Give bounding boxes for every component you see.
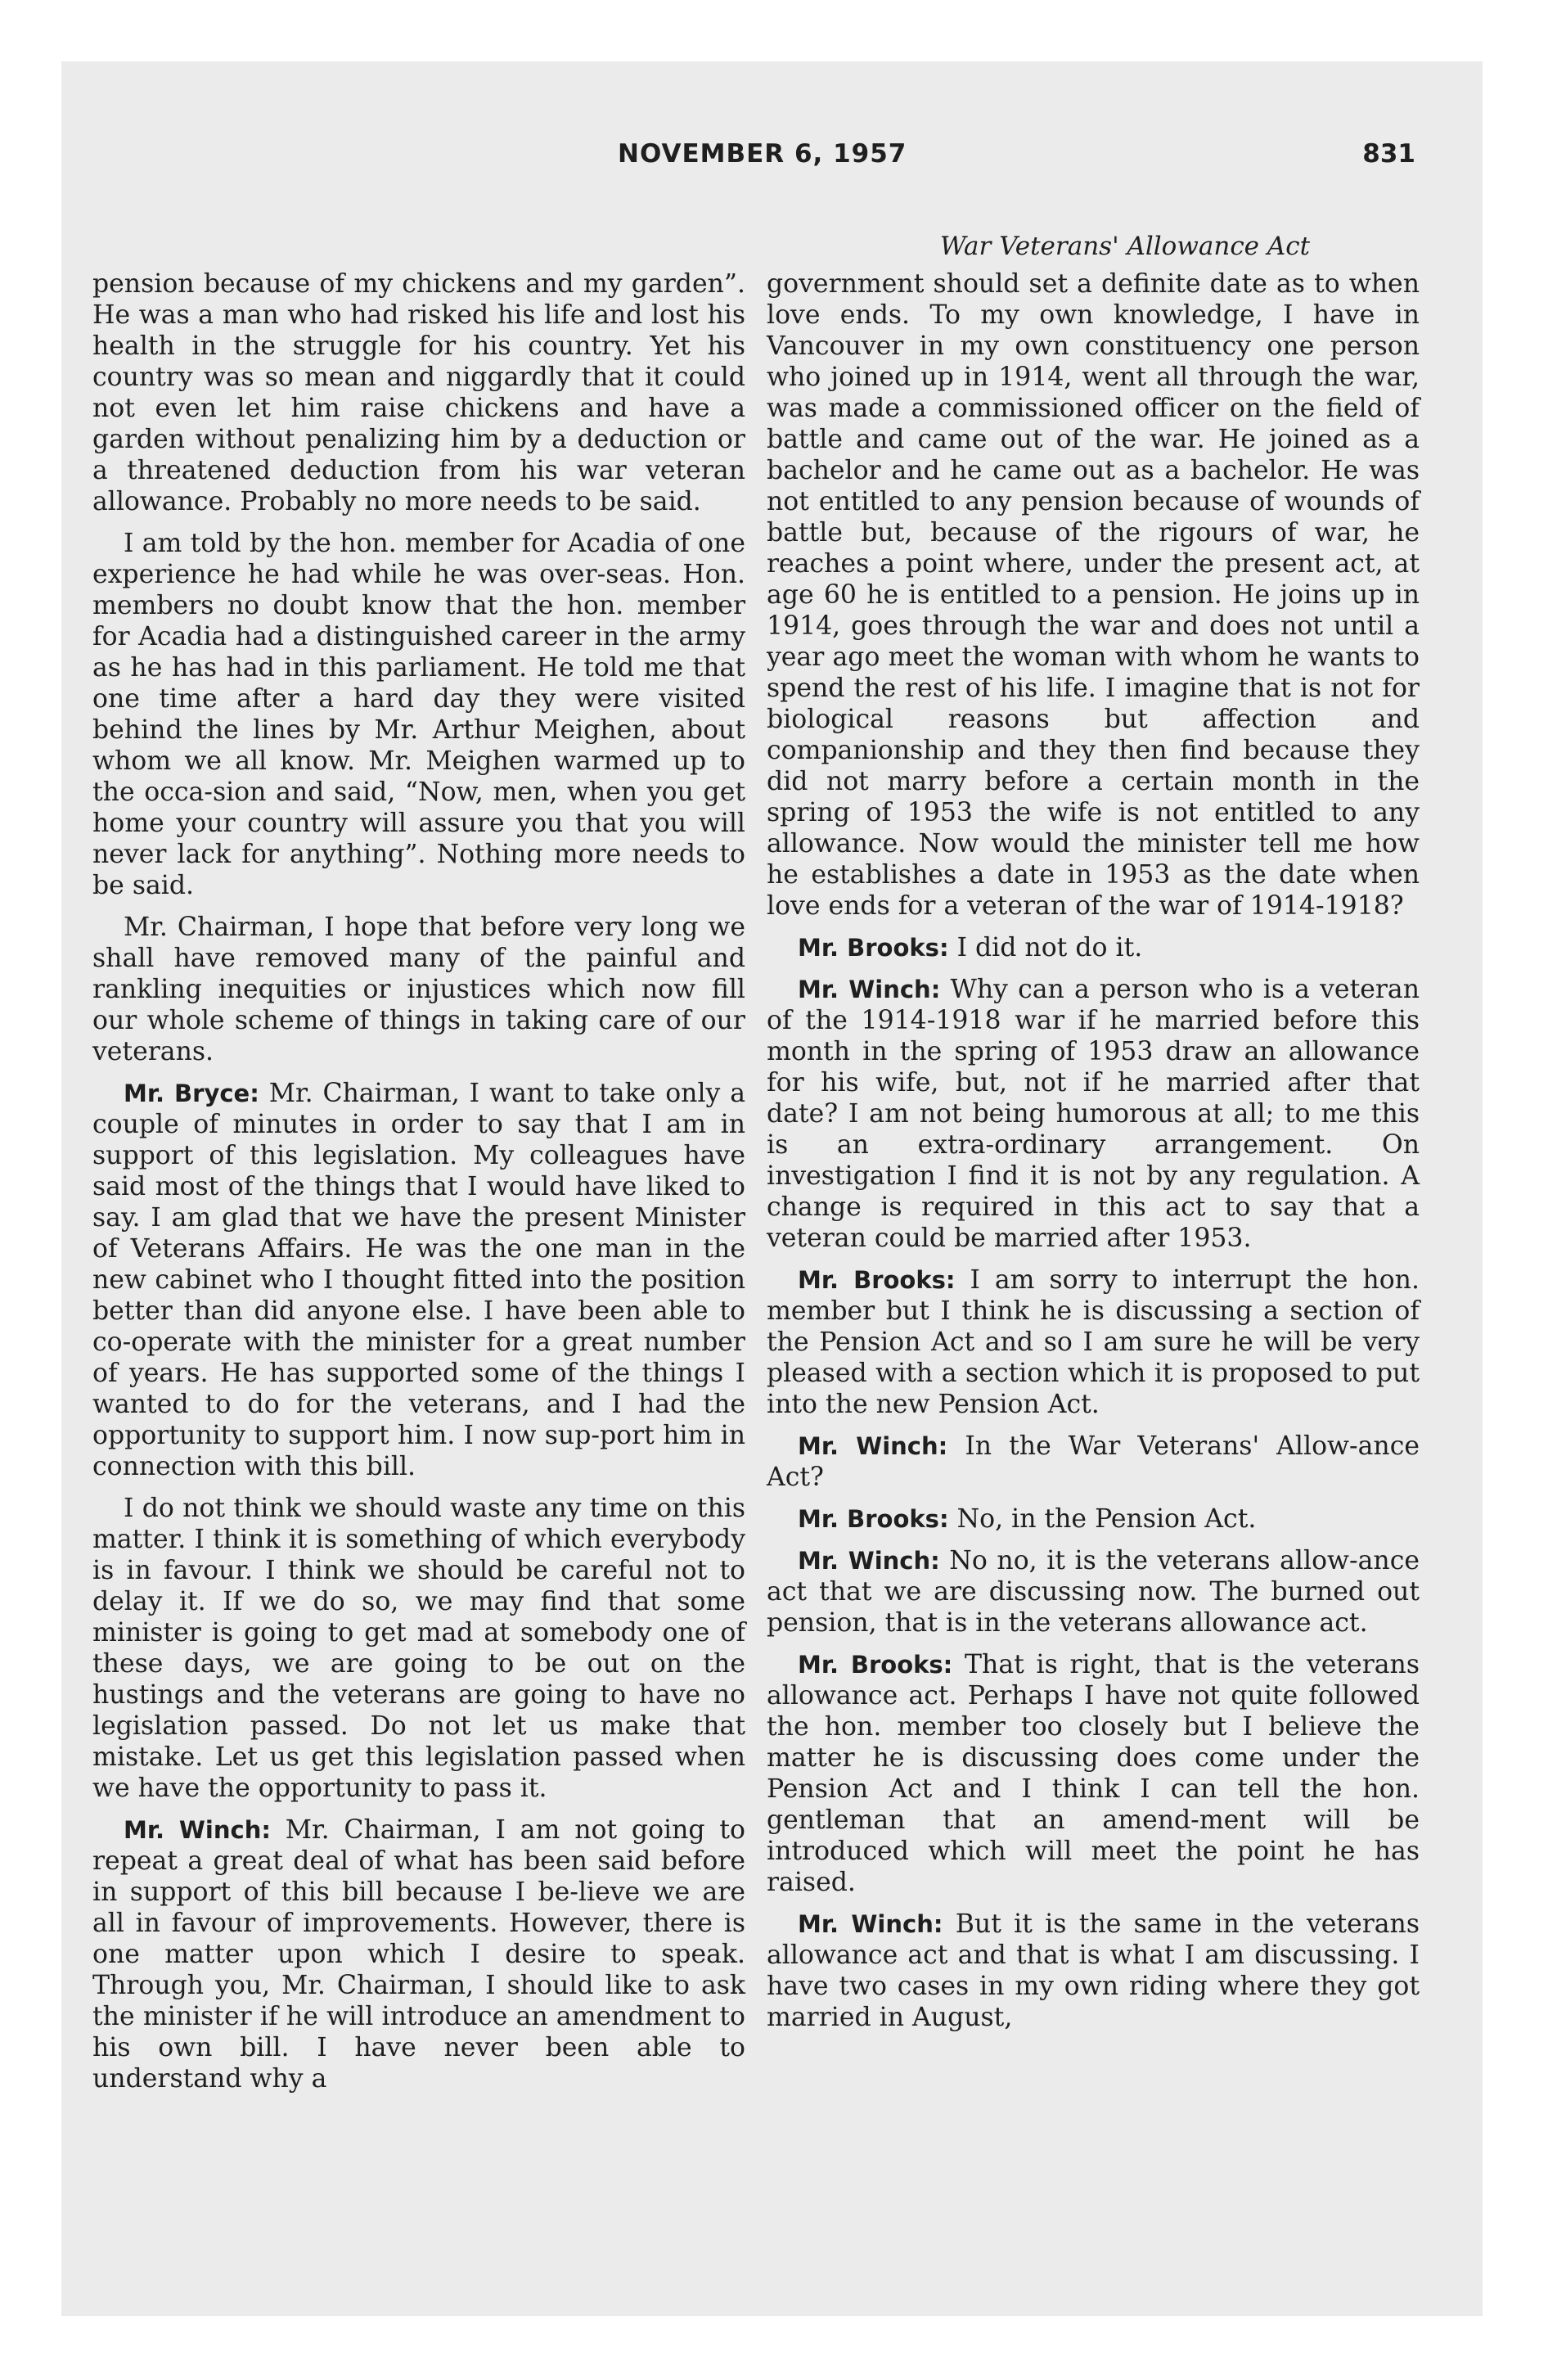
header-date: NOVEMBER 6, 1957 (618, 139, 907, 169)
speech-paragraph: Mr. Winch: Mr. Chairman, I am not going to repeat a great deal of what has been said before in support of this bill because I be-lieve we are all in favour of improvements. However, there is one matter upon which I desire to speak. Through you, Mr. Chairman, I should like to ask the minister if he will introduce an amendment to his own bill. I have never been able to understand why a (92, 1815, 745, 2094)
speaker-name: Mr. Winch: (124, 1816, 271, 1844)
speaker-name: Mr. Brooks: (798, 934, 949, 962)
speaker-name: Mr. Winch: (798, 976, 941, 1003)
speech-paragraph: Mr. Brooks: That is right, that is the veterans allowance act. Perhaps I have not quite followed the hon. member too closely but I believe the matter he is discussing does come under the Pension Act and I think I can tell the hon. gentleman that an amend-ment will be introduced which will meet the point he has raised. (767, 1650, 1420, 1897)
speaker-name: Mr. Brooks: (798, 1505, 949, 1533)
speaker-name: Mr. Brooks: (798, 1651, 953, 1679)
speaker-name: Mr. Brooks: (798, 1266, 956, 1294)
paragraph: I do not think we should waste any time on this matter. I think it is something of which everybody is in favour. I think we should be careful not to delay it. If we do so, we may find that some minister is going to get mad at somebody one of these days, we are going to be out on the hustings and the veterans are going to have no legislation passed. Do not let us make that mistake. Let us get this legislation passed when we have the opportunity to pass it. (92, 1494, 745, 1803)
speaker-name: Mr. Winch: (798, 1547, 940, 1575)
paragraph: government should set a definite date as to when love ends. To my own knowledge, I have in Vancouver in my own constituency one person who joined up in 1914, went all through the war, was made a commissioned officer on the field of battle and came out of the war. He joined as a bachelor and he came out as a bachelor. He was not entitled to any pension because of wounds of battle but, because of the rigours of war, he reaches a point where, under the present act, at age 60 he is entitled to a pension. He joins up in 1914, goes through the war and does not until a year ago meet the woman with whom he wants to spend the rest of his life. I imagine that is not for biological reasons but affection and companionship and they then find because they did not marry before a certain month in the spring of 1953 the wife is not entitled to any allowance. Now would the minister tell me how he establishes a date in 1953 as the date when love ends for a veteran of the war of 1914-1918? (767, 269, 1420, 921)
speech-paragraph: Mr. Winch: No no, it is the veterans allow-ance act that we are discussing now. The burned out pension, that is in the veterans allowance act. (767, 1546, 1420, 1638)
left-column (92, 268, 745, 2105)
page-header (61, 139, 1483, 180)
speaker-name: Mr. Bryce: (124, 1080, 259, 1107)
paragraph: pension because of my chickens and my garden”. He was a man who had risked his life and lost his health in the struggle for his country. Yet his country was so mean and niggardly that it could not even let him raise chickens and have a garden without penalizing him by a deduction or a threatened deduction from his war veteran allowance. Probably no more needs to be said. (92, 269, 745, 516)
speech-paragraph: Mr. Brooks: No, in the Pension Act. (798, 1504, 1257, 1534)
speech-paragraph: Mr. Winch: But it is the same in the veterans allowance act and that is what I am discussing. I have two cases in my own riding where they got married in August, (767, 1909, 1420, 2032)
page-sheet (61, 61, 1483, 2316)
page-number: 831 (1362, 139, 1415, 169)
paragraph: I am told by the hon. member for Acadia of one experience he had while he was over-seas. Hon. members no doubt know that the hon. member for Acadia had a distinguished career in the army as he has had in this parliament. He told me that one time after a hard day they were visited behind the lines by Mr. Arthur Meighen, about whom we all know. Mr. Meighen warmed up to the occa-sion and said, “Now, men, when you get home your country will assure you that you will never lack for anything”. Nothing more needs to be said. (92, 529, 745, 900)
right-column (767, 268, 1420, 2044)
speech-paragraph: Mr. Brooks: I am sorry to interrupt the hon. member but I think he is discussing a section of the Pension Act and so I am sure he will be very pleased with a section which it is proposed to put into the new Pension Act. (767, 1265, 1420, 1419)
running-title: War Veterans' Allowance Act (939, 232, 1311, 261)
paragraph: Mr. Chairman, I hope that before very long we shall have removed many of the painful and rankling inequities or injustices which now fill our whole scheme of things in taking care of our veterans. (92, 913, 745, 1066)
speaker-name: Mr. Winch: (798, 1432, 948, 1460)
speech-paragraph: Mr. Bryce: Mr. Chairman, I want to take only a couple of minutes in order to say that I am in support of this legislation. My colleagues have said most of the things that I would have liked to say. I am glad that we have the present Minister of Veterans Affairs. He was the one man in the new cabinet who I thought fitted into the position better than did anyone else. I have been able to co-operate with the minister for a great number of years. He has supported some of the things I wanted to do for the veterans, and I had the opportunity to support him. I now sup-port him in connection with this bill. (92, 1079, 746, 1481)
speech-paragraph: Mr. Brooks: I did not do it. (798, 933, 1143, 962)
speaker-name: Mr. Winch: (798, 1910, 943, 1938)
speech-paragraph: Mr. Winch: In the War Veterans' Allow-ance Act? (767, 1431, 1420, 1492)
speech-paragraph: Mr. Winch: Why can a person who is a veteran of the 1914-1918 war if he married before this month in the spring of 1953 draw an allowance for his wife, but, not if he married after that date? I am not being humorous at all; to me this is an extra-ordinary arrangement. On investigation I find it is not by any regulation. A change is required in this act to say that a veteran could be married after 1953. (767, 975, 1420, 1253)
